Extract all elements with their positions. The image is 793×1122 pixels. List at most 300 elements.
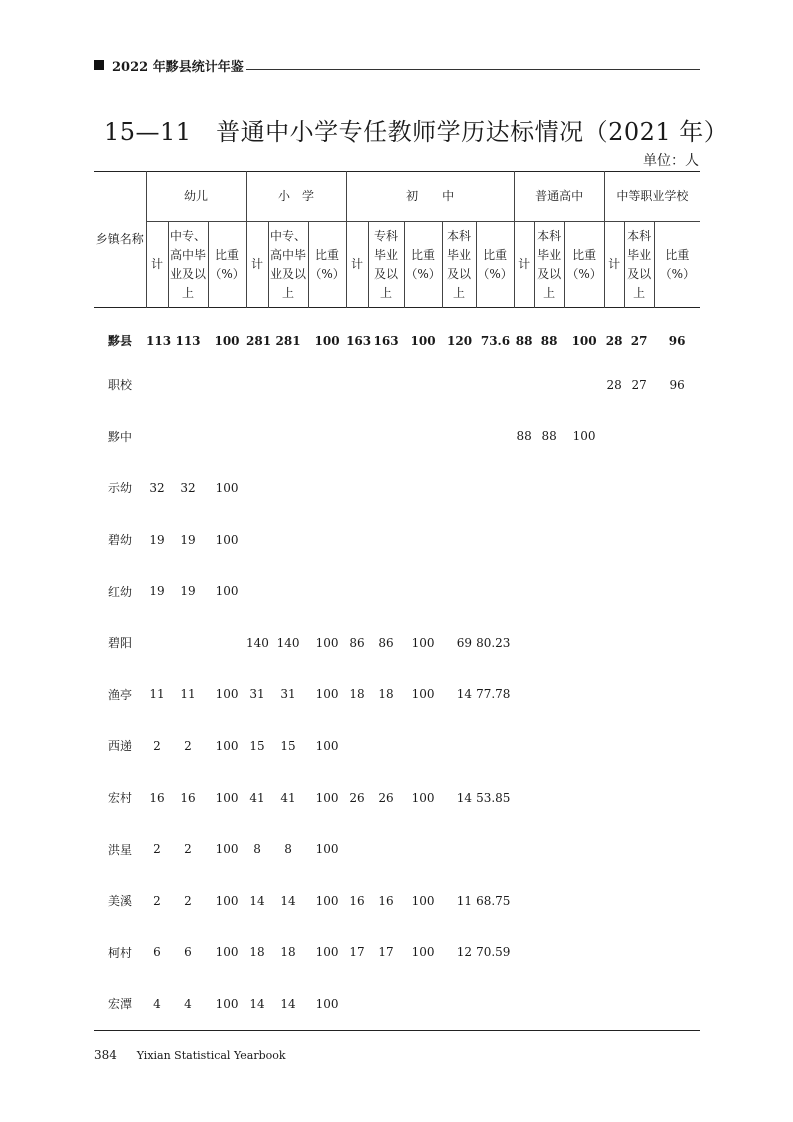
- table-cell: [246, 359, 268, 411]
- table-cell: 2: [184, 842, 192, 857]
- table-cell: 14: [456, 790, 473, 805]
- table-cell: [534, 978, 564, 1030]
- table-row: [94, 411, 700, 463]
- table-cell: [564, 978, 604, 1030]
- table-cell: 100: [315, 945, 339, 960]
- table-cell: 15: [249, 738, 265, 753]
- table-cell: [534, 565, 564, 617]
- table-cell: 27: [630, 333, 648, 348]
- table-cell: [604, 978, 624, 1030]
- table-cell: 88: [516, 429, 532, 444]
- table-cell: 100: [215, 687, 239, 702]
- table-cell: [208, 359, 246, 411]
- table-cell: [534, 875, 564, 927]
- group-header-junior-high: 初 中: [346, 172, 514, 222]
- table-cell: 19: [149, 584, 165, 599]
- table-cell: 12: [456, 945, 473, 960]
- table-cell: [654, 514, 700, 566]
- row-name: 宏潭: [94, 978, 146, 1030]
- row-name: 示幼: [108, 481, 133, 496]
- table-cell: 69: [456, 635, 473, 650]
- page-footer: [94, 1048, 286, 1062]
- table-cell: [654, 772, 700, 824]
- sub-header-ratio: 比重（%）: [476, 222, 514, 308]
- table-cell: [368, 565, 404, 617]
- table-cell: 100: [411, 635, 435, 650]
- table-cell: 27: [631, 377, 647, 392]
- table-cell: [346, 565, 368, 617]
- table-cell: [442, 565, 476, 617]
- table-cell: 2: [153, 842, 161, 857]
- table-cell: [208, 411, 246, 463]
- table-cell: [404, 565, 442, 617]
- table-cell: [476, 462, 514, 514]
- table-cell: 163: [373, 333, 399, 348]
- row-header: 乡镇名称: [95, 232, 144, 246]
- sub-header-total: 计: [514, 222, 534, 308]
- table-cell: 100: [315, 790, 339, 805]
- table-cell: [514, 720, 534, 772]
- table-cell: [514, 565, 534, 617]
- table-cell: 2: [184, 738, 192, 753]
- table-cell: [146, 617, 168, 669]
- table-cell: [604, 669, 624, 721]
- table-cell: 113: [146, 333, 172, 348]
- table-cell: 100: [410, 333, 436, 348]
- table-cell: 16: [378, 893, 394, 908]
- table-cell: 53.85: [476, 790, 511, 805]
- table-cell: [442, 462, 476, 514]
- table-cell: [604, 823, 624, 875]
- table-cell: [514, 772, 534, 824]
- table-cell: [534, 359, 564, 411]
- table-cell: [534, 617, 564, 669]
- table-cell: [514, 669, 534, 721]
- table-cell: [514, 514, 534, 566]
- table-cell: 2: [153, 738, 161, 753]
- table-cell: [564, 514, 604, 566]
- table-cell: 140: [246, 635, 269, 650]
- page-title: 15—11 普通中小学专任教师学历达标情况（2021 年）: [104, 118, 729, 146]
- table-cell: 100: [214, 333, 240, 348]
- table-cell: [346, 514, 368, 566]
- table-cell: 2: [153, 893, 161, 908]
- table-cell: 18: [378, 687, 394, 702]
- header-square-icon: [94, 60, 104, 70]
- group-header-senior-high: 普通高中: [514, 172, 604, 222]
- table-cell: [346, 359, 368, 411]
- table-cell: [404, 514, 442, 566]
- sub-header-ratio: 比重（%）: [308, 222, 346, 308]
- group-header-vocational: 中等职业学校: [604, 172, 700, 222]
- table-cell: [654, 669, 700, 721]
- table-cell: 19: [180, 584, 196, 599]
- table-cell: 19: [149, 532, 165, 547]
- table-cell: [368, 411, 404, 463]
- table-cell: [534, 927, 564, 979]
- table-cell: [654, 720, 700, 772]
- table-cell: [442, 823, 476, 875]
- table-cell: [624, 978, 654, 1030]
- table-cell: [604, 720, 624, 772]
- sub-header-benke: 本科毕业及以上: [442, 222, 476, 308]
- table-cell: [624, 514, 654, 566]
- table-cell: [564, 927, 604, 979]
- table-cell: [564, 823, 604, 875]
- group-header-kindergarten: 幼儿: [146, 172, 246, 222]
- table-cell: 14: [456, 687, 473, 702]
- table-cell: [268, 411, 308, 463]
- table-cell: 100: [315, 635, 339, 650]
- table-cell: 28: [605, 333, 623, 348]
- table-cell: [564, 669, 604, 721]
- table-cell: [308, 565, 346, 617]
- row-name: 宏村: [108, 791, 133, 806]
- table-cell: 88: [540, 333, 558, 348]
- table-cell: [604, 514, 624, 566]
- table-cell: [146, 359, 168, 411]
- table-cell: [246, 514, 268, 566]
- table-row: [94, 565, 700, 617]
- table-cell: 88: [515, 333, 533, 348]
- table-cell: 4: [168, 978, 208, 1030]
- table-cell: [168, 359, 208, 411]
- table-cell: [624, 720, 654, 772]
- table-cell: 281: [246, 333, 272, 348]
- table-cell: 31: [249, 687, 265, 702]
- data-table: [94, 171, 700, 1031]
- row-name: 碧幼: [108, 533, 133, 548]
- table-row: [94, 514, 700, 566]
- table-cell: 100: [215, 738, 239, 753]
- header-text: 2022 年黟县统计年鉴: [112, 60, 244, 75]
- table-cell: [476, 359, 514, 411]
- table-cell: 100: [215, 532, 239, 547]
- table-cell: 140: [276, 635, 300, 650]
- table-cell: [624, 927, 654, 979]
- table-cell: [564, 359, 604, 411]
- table-cell: [534, 772, 564, 824]
- row-name: 职校: [108, 378, 133, 393]
- table-cell: 17: [378, 945, 394, 960]
- table-cell: [246, 462, 268, 514]
- table-cell: 16: [180, 790, 196, 805]
- table-row: [94, 978, 700, 1030]
- table-row: [94, 927, 700, 979]
- table-cell: [368, 462, 404, 514]
- table-cell: [442, 514, 476, 566]
- table-cell: 14: [268, 978, 308, 1030]
- table-cell: [564, 875, 604, 927]
- row-name: 柯村: [108, 945, 133, 960]
- table-cell: [268, 514, 308, 566]
- table-cell: [564, 565, 604, 617]
- table-cell: 163: [346, 333, 372, 348]
- table-cell: 96: [668, 333, 686, 348]
- table-cell: 100: [314, 333, 340, 348]
- table-cell: 6: [153, 945, 161, 960]
- table-cell: [442, 978, 476, 1030]
- table-cell: [404, 978, 442, 1030]
- table-cell: [368, 514, 404, 566]
- row-name: 美溪: [108, 894, 133, 909]
- table-cell: [654, 927, 700, 979]
- row-name: 碧阳: [108, 636, 133, 651]
- table-cell: 100: [411, 893, 435, 908]
- table-cell: 28: [606, 377, 622, 392]
- table-body: [94, 308, 700, 1031]
- page-number: 384: [94, 1048, 117, 1062]
- table-row: [94, 875, 700, 927]
- table-cell: [208, 617, 246, 669]
- sub-header-benke: 本科毕业及以上: [534, 222, 564, 308]
- table-cell: [534, 823, 564, 875]
- table-row: [94, 462, 700, 514]
- table-cell: [604, 565, 624, 617]
- table-cell: [514, 927, 534, 979]
- table-cell: 100: [315, 687, 339, 702]
- table-cell: 6: [184, 945, 192, 960]
- table-cell: 11: [149, 687, 165, 702]
- row-name: 黟县: [108, 334, 133, 348]
- table-cell: 8: [284, 842, 292, 857]
- table-cell: [534, 720, 564, 772]
- table-cell: [624, 617, 654, 669]
- group-header-primary: 小 学: [246, 172, 346, 222]
- table-cell: [534, 514, 564, 566]
- table-cell: 77.78: [476, 687, 511, 702]
- table-cell: [346, 411, 368, 463]
- table-cell: 70.59: [476, 945, 511, 960]
- table-cell: 100: [215, 584, 239, 599]
- table-cell: [514, 823, 534, 875]
- table-cell: 100: [215, 842, 239, 857]
- table-cell: [404, 411, 442, 463]
- table-cell: 32: [149, 480, 165, 495]
- table-cell: [168, 617, 208, 669]
- sub-header-total: 计: [146, 222, 168, 308]
- table-cell: [624, 669, 654, 721]
- table-cell: [654, 978, 700, 1030]
- sub-header-ratio: 比重（%）: [208, 222, 246, 308]
- table-cell: [308, 514, 346, 566]
- sub-header-zhuanke: 专科毕业及以上: [368, 222, 404, 308]
- sub-header-total: 计: [346, 222, 368, 308]
- table-cell: [476, 514, 514, 566]
- table-cell: 88: [541, 429, 557, 444]
- table-cell: 41: [280, 790, 296, 805]
- table-cell: [654, 411, 700, 463]
- table-cell: [476, 565, 514, 617]
- table-cell: 100: [411, 687, 435, 702]
- table-cell: [368, 720, 404, 772]
- row-name: 渔亭: [108, 687, 133, 702]
- unit-label: 单位：人: [643, 153, 699, 169]
- table-cell: 100: [411, 945, 435, 960]
- table-cell: [476, 978, 514, 1030]
- table-cell: 14: [280, 893, 296, 908]
- table-cell: [604, 462, 624, 514]
- table-cell: 100: [315, 893, 339, 908]
- table-row: [94, 772, 700, 824]
- table-cell: [246, 411, 268, 463]
- table-cell: 73.6: [480, 333, 511, 348]
- table-cell: [346, 720, 368, 772]
- table-cell: [654, 462, 700, 514]
- table-cell: [146, 411, 168, 463]
- sub-header-ratio: 比重（%）: [654, 222, 700, 308]
- table-cell: [604, 772, 624, 824]
- sub-header-zhongzhuan: 中专、高中毕业及以上: [268, 222, 308, 308]
- table-cell: 32: [180, 480, 196, 495]
- table-cell: [442, 359, 476, 411]
- table-cell: 16: [349, 893, 365, 908]
- table-cell: 100: [315, 738, 339, 753]
- table-cell: 17: [349, 945, 365, 960]
- table-cell: [476, 720, 514, 772]
- table-cell: 96: [669, 377, 685, 392]
- sub-header-zhongzhuan: 中专、高中毕业及以上: [168, 222, 208, 308]
- table-cell: [404, 462, 442, 514]
- table-cell: [564, 720, 604, 772]
- table-cell: 100: [411, 790, 435, 805]
- table-cell: 18: [280, 945, 296, 960]
- table-cell: [268, 359, 308, 411]
- table-cell: [564, 617, 604, 669]
- table-cell: 16: [149, 790, 165, 805]
- table-cell: [368, 823, 404, 875]
- table-cell: 31: [280, 687, 296, 702]
- table-cell: [654, 565, 700, 617]
- table-row: [94, 359, 700, 411]
- table-cell: 18: [249, 945, 265, 960]
- table-cell: 2: [184, 893, 192, 908]
- table-cell: 80.23: [476, 635, 511, 650]
- table-cell: 14: [246, 978, 268, 1030]
- table-cell: 100: [571, 333, 597, 348]
- table-cell: [246, 565, 268, 617]
- table-cell: [346, 462, 368, 514]
- table-cell: 26: [349, 790, 365, 805]
- table-cell: 100: [572, 429, 596, 444]
- table-cell: [514, 359, 534, 411]
- table-cell: [514, 978, 534, 1030]
- table-cell: [368, 359, 404, 411]
- sub-header-total: 计: [604, 222, 624, 308]
- table-cell: [624, 772, 654, 824]
- table-cell: [442, 411, 476, 463]
- table-row: [94, 308, 700, 360]
- table-cell: [534, 669, 564, 721]
- table-cell: [514, 875, 534, 927]
- row-name: 西递: [108, 739, 133, 754]
- table-cell: [624, 462, 654, 514]
- table-row: [94, 669, 700, 721]
- table-cell: 41: [249, 790, 265, 805]
- table-cell: [442, 720, 476, 772]
- table-cell: [346, 823, 368, 875]
- table-cell: 281: [275, 333, 301, 348]
- table-cell: 19: [180, 532, 196, 547]
- table-cell: [308, 359, 346, 411]
- book-title: Yixian Statistical Yearbook: [136, 1049, 286, 1062]
- table-cell: [654, 823, 700, 875]
- table-cell: [654, 875, 700, 927]
- table-row: [94, 823, 700, 875]
- table-cell: [604, 927, 624, 979]
- table-cell: [308, 462, 346, 514]
- table-cell: 11: [180, 687, 196, 702]
- table-cell: [654, 617, 700, 669]
- table-cell: 100: [215, 790, 239, 805]
- table-cell: 120: [447, 333, 473, 348]
- table-cell: 8: [253, 842, 261, 857]
- table-cell: [168, 411, 208, 463]
- table-cell: 11: [456, 893, 473, 908]
- table-cell: [604, 411, 624, 463]
- table-cell: [604, 875, 624, 927]
- table-cell: [624, 823, 654, 875]
- table-cell: [514, 617, 534, 669]
- sub-header-ratio: 比重（%）: [404, 222, 442, 308]
- row-name: 黟中: [108, 429, 133, 444]
- table-cell: 86: [378, 635, 394, 650]
- table-cell: [564, 462, 604, 514]
- row-name: 红幼: [108, 584, 133, 599]
- sub-header-ratio: 比重（%）: [564, 222, 604, 308]
- table-cell: 100: [215, 945, 239, 960]
- table-cell: [404, 823, 442, 875]
- table-cell: 14: [249, 893, 265, 908]
- table-cell: 100: [215, 480, 239, 495]
- table-cell: 100: [308, 978, 346, 1030]
- table-cell: [368, 978, 404, 1030]
- table-cell: [404, 720, 442, 772]
- table-cell: [404, 359, 442, 411]
- table-row: [94, 617, 700, 669]
- table-cell: 113: [175, 333, 201, 348]
- table-cell: [268, 462, 308, 514]
- table-cell: [624, 565, 654, 617]
- row-name: 洪星: [108, 842, 133, 857]
- table-cell: 15: [280, 738, 296, 753]
- table-cell: 4: [146, 978, 168, 1030]
- table-cell: [346, 978, 368, 1030]
- table-cell: 18: [349, 687, 365, 702]
- sub-header-total: 计: [246, 222, 268, 308]
- table-cell: [476, 411, 514, 463]
- table-cell: [534, 462, 564, 514]
- table-cell: 100: [208, 978, 246, 1030]
- header-rule: [246, 69, 700, 70]
- table-cell: [308, 411, 346, 463]
- running-header: [94, 56, 700, 76]
- table-cell: 26: [378, 790, 394, 805]
- table-cell: [624, 411, 654, 463]
- table-cell: 68.75: [476, 893, 511, 908]
- table-cell: [476, 823, 514, 875]
- table-cell: 100: [315, 842, 339, 857]
- table-cell: 100: [215, 893, 239, 908]
- table-cell: [514, 462, 534, 514]
- table-row: [94, 720, 700, 772]
- table-cell: [564, 772, 604, 824]
- table-cell: 86: [349, 635, 365, 650]
- table-cell: [624, 875, 654, 927]
- table-cell: [604, 617, 624, 669]
- table-cell: [268, 565, 308, 617]
- sub-header-benke: 本科毕业及以上: [624, 222, 654, 308]
